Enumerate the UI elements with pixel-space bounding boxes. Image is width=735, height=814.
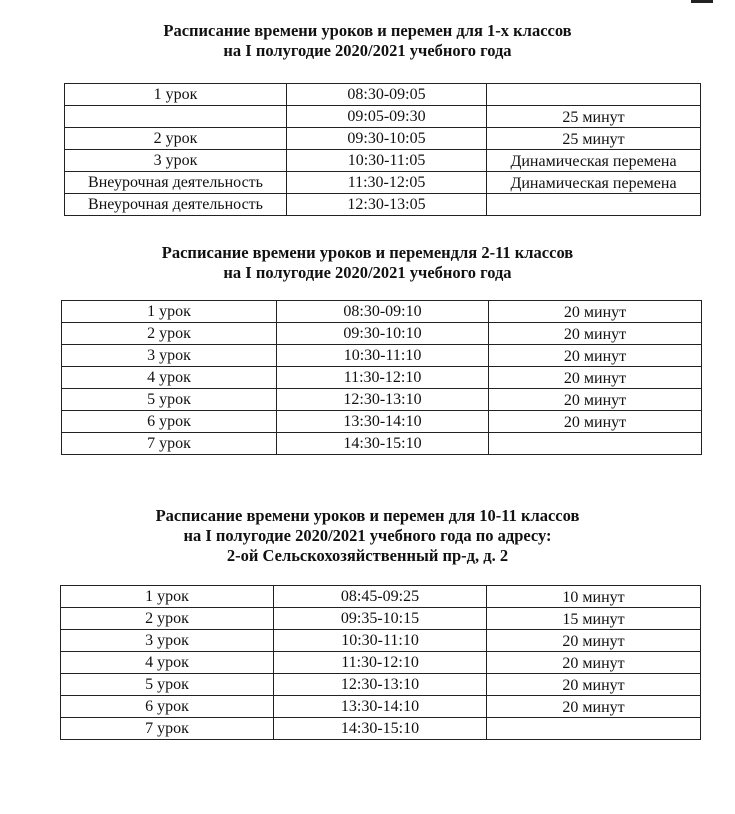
break-cell: Динамическая перемена (487, 172, 701, 194)
time-cell: 08:30-09:05 (287, 84, 487, 106)
schedule-table-body (61, 586, 701, 740)
table-row (65, 172, 701, 194)
table-row (65, 128, 701, 150)
section1-title (0, 21, 735, 61)
lesson-cell: 5 урок (62, 389, 277, 411)
table-row (61, 586, 701, 608)
lesson-cell: 1 урок (62, 301, 277, 323)
time-cell: 08:30-09:10 (277, 301, 489, 323)
table-row (65, 150, 701, 172)
time-cell: 09:05-09:30 (287, 106, 487, 128)
time-cell: 13:30-14:10 (277, 411, 489, 433)
time-cell: 10:30-11:10 (277, 345, 489, 367)
section3-title (0, 506, 735, 566)
scan-corner-mark (691, 0, 713, 3)
lesson-cell: 2 урок (65, 128, 287, 150)
time-cell: 08:45-09:25 (274, 586, 487, 608)
section2-title (0, 243, 735, 283)
section3-title-line1: Расписание времени уроков и перемен для 10-11 классов (155, 506, 580, 525)
break-cell: 20 минут (489, 345, 702, 367)
time-cell: 14:30-15:10 (274, 718, 487, 740)
time-cell: 09:35-10:15 (274, 608, 487, 630)
table-row (61, 630, 701, 652)
time-cell: 09:30-10:10 (277, 323, 489, 345)
lesson-cell: 3 урок (65, 150, 287, 172)
table-row (62, 433, 702, 455)
table-row (61, 718, 701, 740)
break-cell: 15 минут (487, 608, 701, 630)
lesson-cell: 7 урок (61, 718, 274, 740)
lesson-cell: 4 урок (61, 652, 274, 674)
lesson-cell: 3 урок (62, 345, 277, 367)
break-cell: 20 минут (489, 301, 702, 323)
table-row (62, 411, 702, 433)
schedule-table-grade1 (64, 83, 701, 216)
lesson-cell: 6 урок (62, 411, 277, 433)
time-cell: 11:30-12:05 (287, 172, 487, 194)
time-cell: 10:30-11:10 (274, 630, 487, 652)
break-cell: 10 минут (487, 586, 701, 608)
lesson-cell: 4 урок (62, 367, 277, 389)
break-cell (487, 194, 701, 216)
table-row (62, 323, 702, 345)
section1-title-line2: на I полугодие 2020/2021 учебного года (223, 41, 512, 60)
break-cell: 20 минут (489, 367, 702, 389)
lesson-cell (65, 106, 287, 128)
lesson-cell: 2 урок (61, 608, 274, 630)
table-row (65, 106, 701, 128)
lesson-cell: 2 урок (62, 323, 277, 345)
break-cell: Динамическая перемена (487, 150, 701, 172)
table-row (62, 367, 702, 389)
table-row (61, 608, 701, 630)
break-cell: 25 минут (487, 128, 701, 150)
schedule-table-body (65, 84, 701, 216)
break-cell: 20 минут (489, 323, 702, 345)
break-cell: 20 минут (487, 696, 701, 718)
section3-title-line2: на I полугодие 2020/2021 учебного года по адресу: (183, 526, 552, 545)
section2-title-line2: на I полугодие 2020/2021 учебного года (223, 263, 512, 282)
break-cell (489, 433, 702, 455)
break-cell (487, 718, 701, 740)
schedule-table-grades-2-11 (61, 300, 702, 455)
schedule-table-grades-10-11 (60, 585, 701, 740)
lesson-cell: 5 урок (61, 674, 274, 696)
time-cell: 11:30-12:10 (277, 367, 489, 389)
lesson-cell: 1 урок (61, 586, 274, 608)
table-row (62, 301, 702, 323)
lesson-cell: 3 урок (61, 630, 274, 652)
break-cell: 20 минут (487, 674, 701, 696)
time-cell: 14:30-15:10 (277, 433, 489, 455)
time-cell: 09:30-10:05 (287, 128, 487, 150)
schedule-table-body (62, 301, 702, 455)
table-row (62, 345, 702, 367)
section2-title-line1: Расписание времени уроков и перемендля 2-11 классов (161, 243, 574, 262)
time-cell: 12:30-13:10 (274, 674, 487, 696)
break-cell: 25 минут (487, 106, 701, 128)
time-cell: 12:30-13:05 (287, 194, 487, 216)
break-cell: 20 минут (489, 411, 702, 433)
lesson-cell: Внеурочная деятельность (65, 172, 287, 194)
break-cell (487, 84, 701, 106)
table-row (65, 194, 701, 216)
table-row (61, 652, 701, 674)
break-cell: 20 минут (487, 630, 701, 652)
time-cell: 11:30-12:10 (274, 652, 487, 674)
table-row (61, 696, 701, 718)
time-cell: 13:30-14:10 (274, 696, 487, 718)
lesson-cell: 7 урок (62, 433, 277, 455)
time-cell: 10:30-11:05 (287, 150, 487, 172)
section3-title-line3: 2-ой Сельскохозяйственный пр-д, д. 2 (226, 546, 509, 565)
table-row (65, 84, 701, 106)
break-cell: 20 минут (487, 652, 701, 674)
break-cell: 20 минут (489, 389, 702, 411)
lesson-cell: 6 урок (61, 696, 274, 718)
table-row (61, 674, 701, 696)
table-row (62, 389, 702, 411)
lesson-cell: Внеурочная деятельность (65, 194, 287, 216)
time-cell: 12:30-13:10 (277, 389, 489, 411)
section1-title-line1: Расписание времени уроков и перемен для 1-х классов (163, 21, 572, 40)
lesson-cell: 1 урок (65, 84, 287, 106)
